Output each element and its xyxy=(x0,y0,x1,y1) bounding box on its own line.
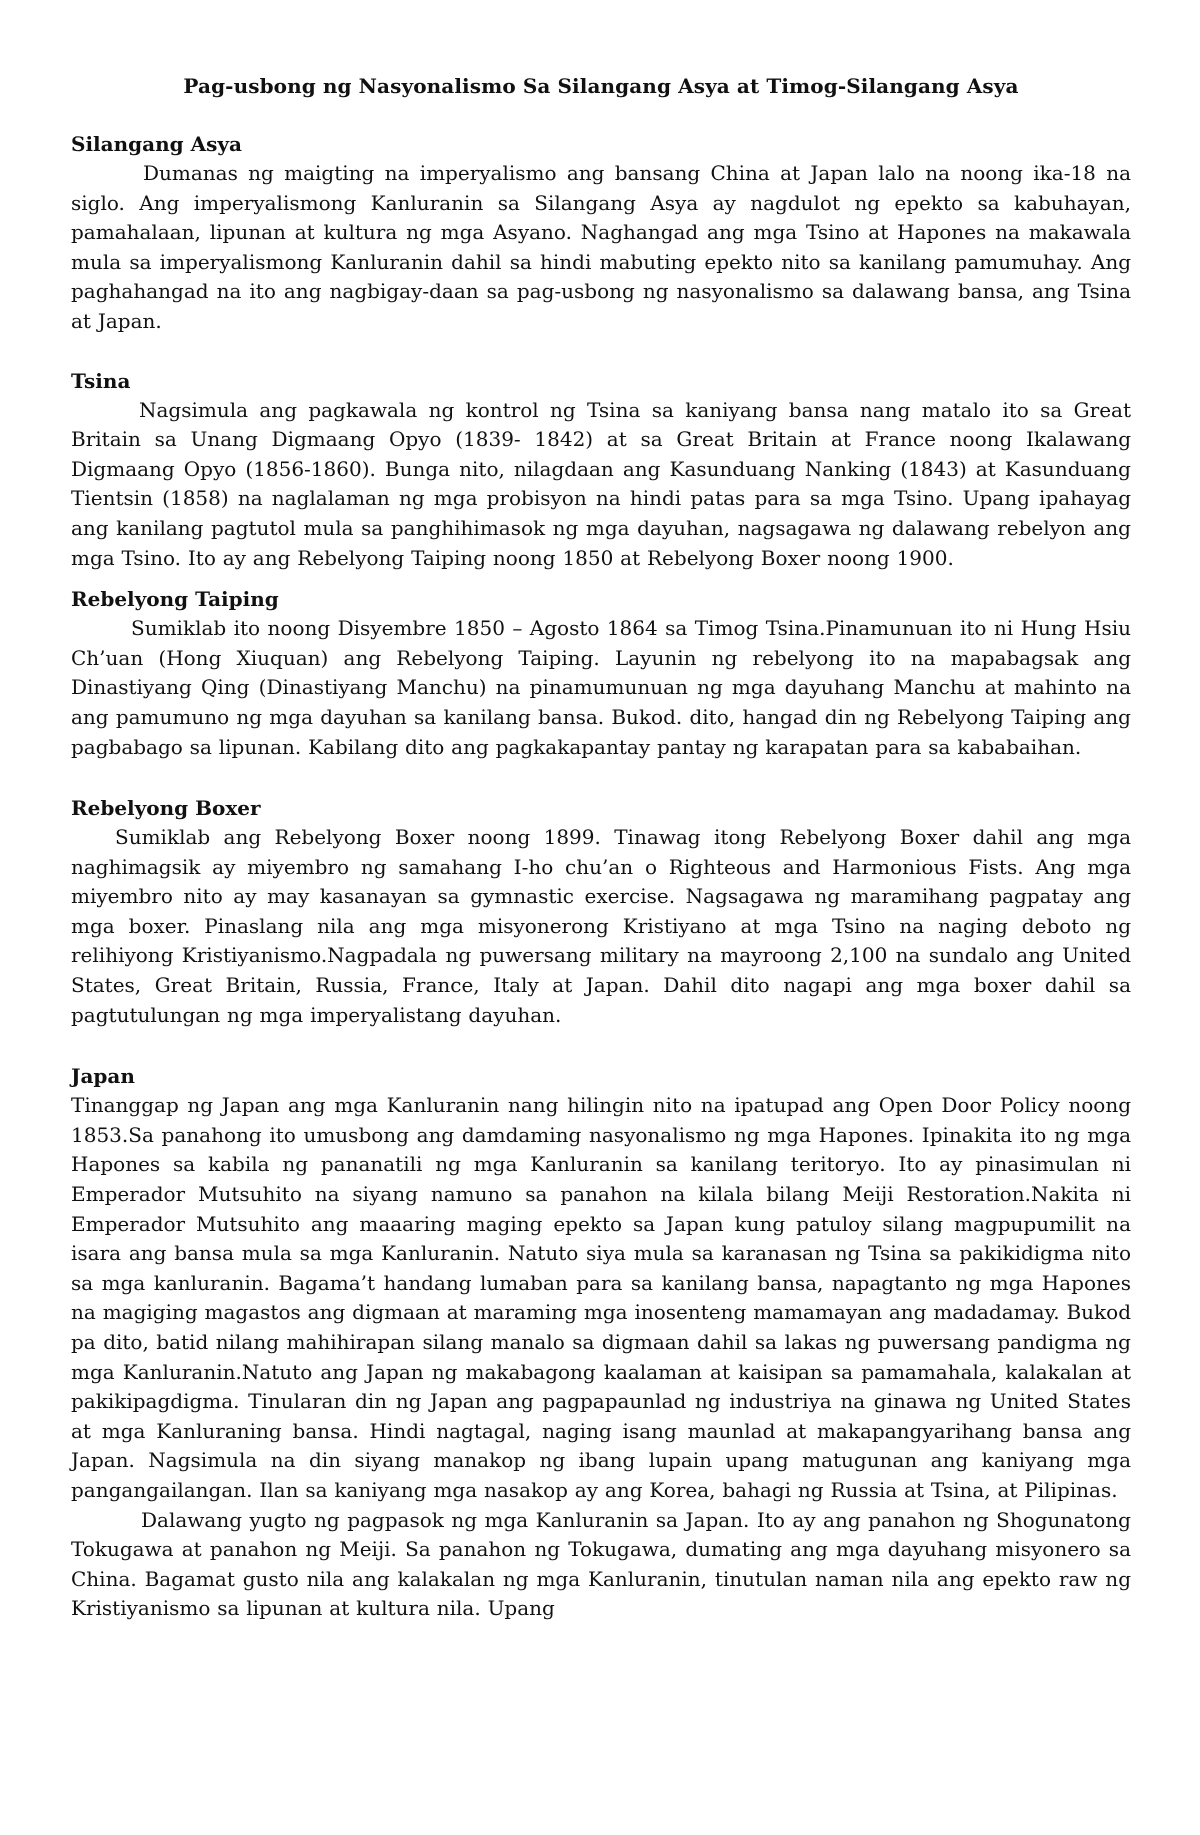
paragraph-japan-1: Tinanggap ng Japan ang mga Kanluranin nang hilingin nito na ipatupad ang Open Door Policy noong 1853.Sa panahong ito umusbong ang damdaming nasyonalismo ng mga Hapones. Ipinakita ito ng mga Hapones sa kabila ng pananatili ng mga Kanluranin sa kanilang teritoryo. Ito ay pinasimulan ni Emperador Mutsuhito na siyang namuno sa panahon na kilala bilang Meiji Restoration.Nakita ni Emperador Mutsuhito ang maaaring maging epekto sa Japan kung patuloy silang magpupumilit na isara ang bansa mula sa mga Kanluranin. Natuto siya mula sa karanasan ng Tsina sa pakikidigma nito sa mga kanluranin. Bagama’t handang lumaban para sa kanilang bansa, napagtanto ng mga Hapones na magiging magastos ang digmaan at maraming mga inosenteng mamamayan ang madadamay. Bukod pa dito, batid nilang mahihirapan silang manalo sa digmaan dahil sa lakas ng puwersang pandigma ng mga Kanluranin.Natuto ang Japan ng makabagong kaalaman at kaisipan sa pamamahala, kalakalan at pakikipagdigma. Tinularan din ng Japan ang pagpapaunlad ng industriya na ginawa ng United States at mga Kanluraning bansa. Hindi nagtagal, naging isang maunlad at makapangyarihang bansa ang Japan. Nagsimula na din siyang manakop ng ibang lupain upang matugunan ang kaniyang mga pangangailangan. Ilan sa kaniyang mga nasakop ay ang Korea, bahagi ng Russia at Tsina, at Pilipinas. xyxy=(71,1093,1131,1502)
document-body xyxy=(71,72,1131,1624)
section-rebelyong-boxer xyxy=(71,794,1131,1030)
section-heading-tsina: Tsina xyxy=(71,368,131,393)
paragraph-japan-2: Dalawang yugto ng pagpasok ng mga Kanluranin sa Japan. Ito ay ang panahon ng Shogunatong Tokugawa at panahon ng Meiji. Sa panahon ng Tokugawa, dumating ang mga dayuhang misyonero sa China. Bagamat gusto nila ang kalakalan ng mga Kanluranin, tinutulan naman nila ang epekto raw ng Kristiyanismo sa lipunan at kultura nila. Upang xyxy=(71,1507,1131,1621)
section-heading-silangang-asya: Silangang Asya xyxy=(71,132,242,156)
section-japan xyxy=(71,1062,1131,1624)
paragraph-silangang-asya: Dumanas ng maigting na imperyalismo ang bansang China at Japan lalo na noong ika-18 na siglo. Ang imperyalismong Kanluranin sa Silangang Asya ay nagdulot ng epekto sa kabuhayan, pamahalaan, lipunan at kultura ng mga Asyano. Naghangad ang mga Tsino at Hapones na makawala mula sa imperyalismong Kanluranin dahil sa hindi mabuting epekto nito sa kanilang pamumuhay. Ang paghahangad na ito ang nagbigay-daan sa pag-usbong ng nasyonalismo sa dalawang bansa, ang Tsina at Japan. xyxy=(71,161,1131,333)
paragraph-tsina: Nagsimula ang pagkawala ng kontrol ng Tsina sa kaniyang bansa nang matalo ito sa Great Britain sa Unang Digmaang Opyo (1839- 1842) at sa Great Britain at France noong Ikalawang Digmaang Opyo (1856-1860). Bunga nito, nilagdaan ang Kasunduang Nanking (1843) at Kasunduang Tientsin (1858) na naglalaman ng mga probisyon na hindi patas para sa mga Tsino. Upang ipahayag ang kanilang pagtutol mula sa panghihimasok ng mga dayuhan, nagsagawa ng dalawang rebelyon ang mga Tsino. Ito ay ang Rebelyong Taiping noong 1850 at Rebelyong Boxer noong 1900. xyxy=(71,397,1131,570)
section-tsina xyxy=(71,367,1131,574)
page-title: Pag-usbong ng Nasyonalismo Sa Silangang Asya at Timog-Silangang Asya xyxy=(183,74,1019,98)
paragraph-rebelyong-boxer: Sumiklab ang Rebelyong Boxer noong 1899. Tinawag itong Rebelyong Boxer dahil ang mga naghimagsik ay miyembro ng samahang I-ho chu’an o Righteous and Harmonious Fists. Ang mga miyembro nito ay may kasanayan sa gymnastic exercise. Nagsagawa ng maramihang pagpatay ang mga boxer. Pinaslang nila ang mga misyonerong Kristiyano at mga Tsino na naging deboto ng relihiyong Kristiyanismo.Nagpadala ng puwersang military na mayroong 2,100 na sundalo ang United States, Great Britain, Russia, France, Italy at Japan. Dahil dito nagapi ang mga boxer dahil sa pagtutulungan ng mga imperyalistang dayuhan. xyxy=(71,825,1131,1027)
section-silangang-asya xyxy=(71,130,1131,337)
paragraph-rebelyong-taiping: Sumiklab ito noong Disyembre 1850 – Agosto 1864 sa Timog Tsina.Pinamunuan ito ni Hung Hsiu Ch’uan (Hong Xiuquan) ang Rebelyong Taiping. Layunin ng rebelyong ito na mapabagsak ang Dinastiyang Qing (Dinastiyang Manchu) na pinamumunuan ng mga dayuhang Manchu at mahinto na ang pamumuno ng mga dayuhan sa kanilang bansa. Bukod. dito, hangad din ng Rebelyong Taiping ang pagbabago sa lipunan. Kabilang dito ang pagkakapantay pantay ng karapatan para sa kababaihan. xyxy=(71,616,1131,759)
section-heading-rebelyong-taiping: Rebelyong Taiping xyxy=(71,587,279,612)
section-heading-rebelyong-boxer: Rebelyong Boxer xyxy=(71,796,261,821)
section-heading-japan: Japan xyxy=(71,1064,135,1089)
section-rebelyong-taiping xyxy=(71,585,1131,762)
